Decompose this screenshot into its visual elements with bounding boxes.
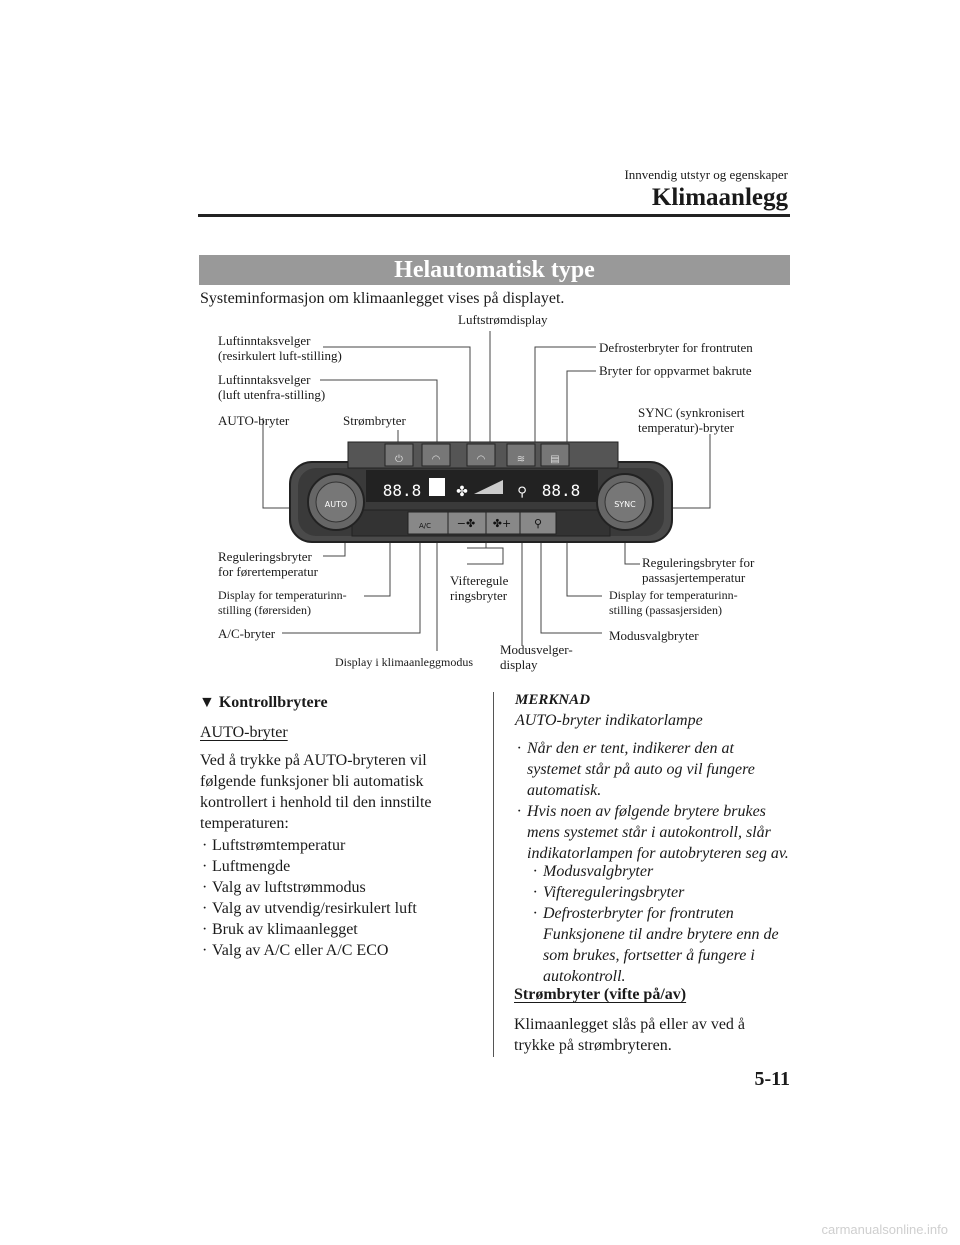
list-item: · Når den er tent, indikerer den at systemet står på auto og vil fungere automatisk. bbox=[527, 738, 792, 801]
note-list bbox=[527, 738, 792, 864]
label-auto-bryter: AUTO-bryter bbox=[218, 413, 290, 428]
strombryter-paragraph: Klimaanlegget slås på eller av ved å trykke på strømbryteren. bbox=[514, 1016, 746, 1054]
label-luftstromdisplay: Luftstrømdisplay bbox=[458, 312, 548, 327]
ac-button-label: A/C bbox=[418, 522, 432, 530]
fan-icon: ✤ bbox=[456, 484, 468, 500]
label-modusvelger-display: Modusvelger- display bbox=[500, 642, 573, 672]
label-vifteregulering: Vifteregule ringsbryter bbox=[450, 573, 509, 603]
note-subtitle: AUTO-bryter indikatorlampe bbox=[515, 712, 703, 729]
label-reg-pass: Reguleringsbryter for passasjertemperatur bbox=[642, 555, 755, 585]
list-item: · Hvis noen av følgende brytere brukes mens systemet står i autokontroll, slår indikatorlampen for autobryteren seg av. bbox=[527, 801, 792, 864]
label-sync: SYNC (synkronisert temperatur)-bryter bbox=[638, 405, 745, 435]
sync-knob-label: SYNC bbox=[614, 500, 636, 509]
fresh-air-icon: ◠ bbox=[476, 454, 486, 465]
label-ac-bryter: A/C-bryter bbox=[218, 626, 276, 641]
label-defroster: Defrosterbryter for frontruten bbox=[599, 340, 753, 355]
list-item: · Valg av luftstrømmodus bbox=[212, 877, 472, 898]
label-reg-forer: Reguleringsbryter for førertemperatur bbox=[218, 549, 318, 579]
list-item: · Defrosterbryter for frontruten Funksjonene til andre brytere enn de som brukes, fortsetter å fungere i autokontroll. bbox=[543, 903, 788, 987]
temp-display-right: 88.8 bbox=[541, 481, 581, 500]
chapter-title: Klimaanlegg bbox=[651, 184, 788, 211]
auto-bryter-heading: AUTO-bryter bbox=[200, 724, 288, 741]
mode-select-icon: ⚲ bbox=[533, 517, 543, 530]
label-disp-temp-pass: Display for temperaturinn- stilling (passasjersiden) bbox=[609, 588, 738, 617]
controls-heading: ▼ Kontrollbrytere bbox=[199, 694, 328, 711]
intro-text: Systeminformasjon om klimaanlegget vises på displayet. bbox=[200, 290, 565, 307]
ac-eco-indicator bbox=[429, 478, 445, 496]
temp-display-left: 88.8 bbox=[382, 481, 422, 500]
label-luftinntak-ute: Luftinntaksvelger (luft utenfra-stilling) bbox=[218, 372, 326, 402]
list-item: · Luftmengde bbox=[212, 856, 472, 877]
section-header: Innvendig utstyr og egenskaper bbox=[624, 167, 788, 182]
label-disp-klima: Display i klimaanleggmodus bbox=[335, 655, 473, 669]
label-strombryter: Strømbryter bbox=[343, 413, 406, 428]
list-item: · Valg av A/C eller A/C ECO bbox=[212, 940, 472, 961]
label-disp-temp-forer: Display for temperaturinn- stilling (førersiden) bbox=[218, 588, 347, 617]
strombryter-heading: Strømbryter (vifte på/av) bbox=[514, 986, 687, 1003]
watermark: carmanualsonline.info bbox=[821, 1222, 948, 1237]
auto-functions-list bbox=[212, 835, 472, 961]
fan-down-icon: −✤ bbox=[456, 517, 476, 530]
column-divider bbox=[493, 692, 494, 1057]
label-bakrute: Bryter for oppvarmet bakrute bbox=[599, 363, 752, 378]
label-modusvalgbryter: Modusvalgbryter bbox=[609, 628, 699, 643]
auto-bryter-paragraph: Ved å trykke på AUTO-bryteren vil følgende funksjoner bli automatisk kontrollert i henhold til den innstilte temperaturen: bbox=[200, 752, 432, 832]
list-item: · Viftereguleringsbryter bbox=[543, 882, 788, 903]
section-banner: Helautomatisk type bbox=[199, 255, 790, 285]
page-number: 5-11 bbox=[754, 1068, 790, 1090]
auto-knob-label: AUTO bbox=[324, 500, 348, 509]
power-icon: ⏻ bbox=[395, 454, 403, 465]
note-title: MERKNAD bbox=[515, 692, 591, 708]
label-luftinntak-resirk: Luftinntaksvelger (resirkulert luft-stilling) bbox=[218, 333, 342, 363]
fan-up-icon: ✤+ bbox=[492, 517, 512, 530]
mode-icon: ⚲ bbox=[517, 485, 527, 500]
list-item: · Luftstrømtemperatur bbox=[212, 835, 472, 856]
note-sublist bbox=[543, 861, 788, 987]
rear-defrost-icon: ▤ bbox=[550, 454, 560, 465]
defrost-icon: ≋ bbox=[516, 454, 526, 465]
list-item: · Bruk av klimaanlegget bbox=[212, 919, 472, 940]
list-item: · Modusvalgbryter bbox=[543, 861, 788, 882]
climate-control-panel bbox=[290, 442, 672, 542]
recirc-icon: ◠ bbox=[431, 454, 441, 465]
list-item: · Valg av utvendig/resirkulert luft bbox=[212, 898, 472, 919]
